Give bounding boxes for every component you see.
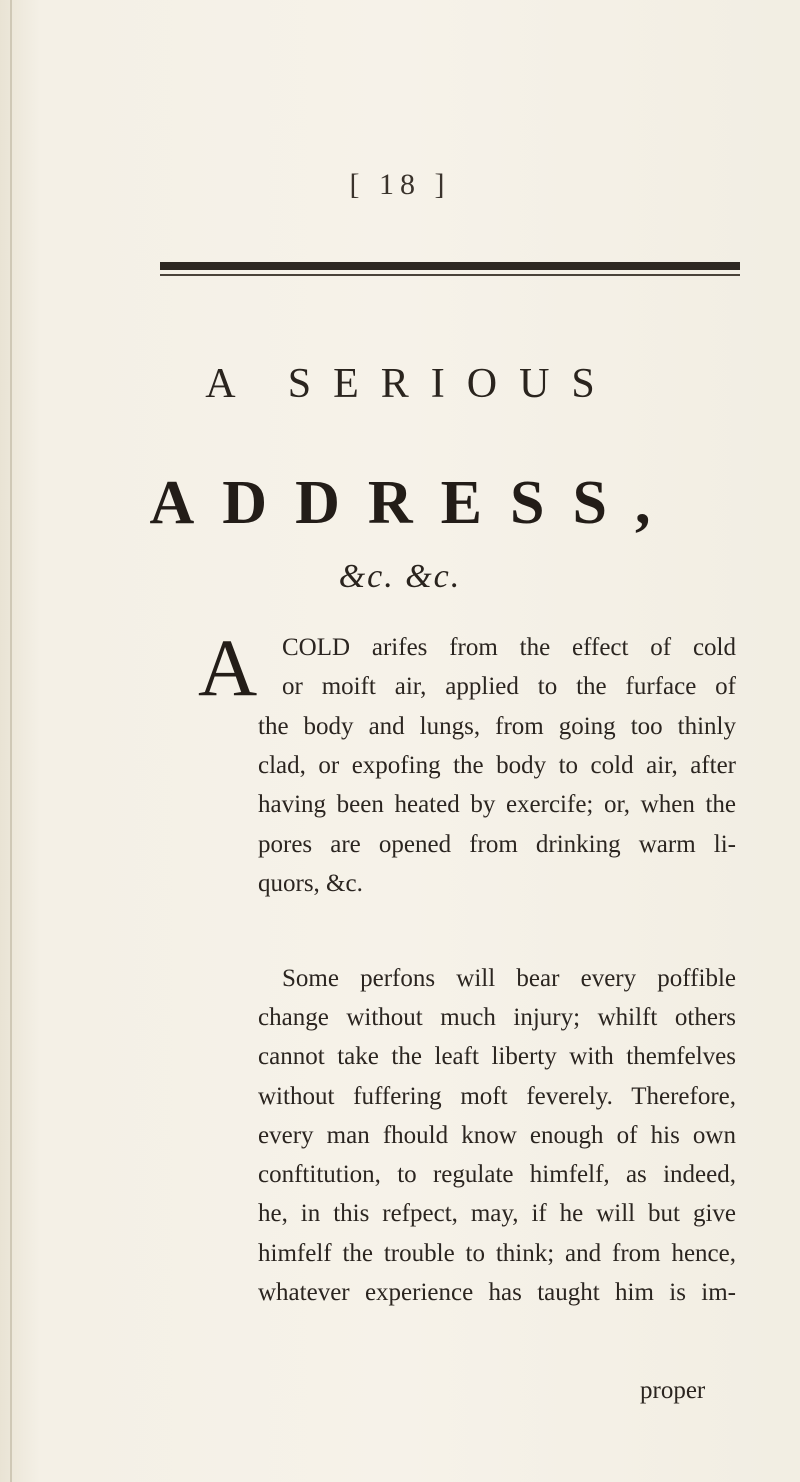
paragraph1-line: or moift air, applied to the furface of [282, 673, 736, 700]
drop-cap: A [198, 622, 258, 713]
paragraph1-line: COLD arifes from the effect of cold [282, 634, 736, 661]
title-address: ADDRESS, [149, 469, 679, 537]
paragraph1-line: the body and lungs, from going too thinly [258, 713, 736, 740]
header-rule-thick [160, 262, 740, 270]
title-etc: &c. &c. [338, 558, 462, 595]
paragraph2-line: whatever experience has taught him is im- [258, 1279, 736, 1306]
page-edge-shadow [10, 0, 12, 1482]
paragraph1-line: pores are opened from drinking warm li- [258, 831, 736, 858]
paragraph2-line: cannot take the leaft liberty with themfelves [258, 1043, 736, 1070]
paragraph2-line: Some perfons will bear every poffible [282, 965, 736, 992]
title-serious: A SERIOUS [205, 361, 617, 407]
paragraph2-line: every man fhould know enough of his own [258, 1122, 736, 1149]
paragraph2-line: himfelf the trouble to think; and from hence, [258, 1240, 736, 1267]
paragraph2-line: he, in this refpect, may, if he will but give [258, 1200, 736, 1227]
paragraph1-line: quors, &c. [258, 870, 363, 897]
paragraph2-line: conftitution, to regulate himfelf, as indeed, [258, 1161, 736, 1188]
paragraph2-line: change without much injury; whilft others [258, 1004, 736, 1031]
catchword: proper [640, 1377, 706, 1404]
paragraph1-line: clad, or expofing the body to cold air, after [258, 752, 736, 779]
page-number: [ 18 ] [349, 168, 451, 201]
paragraph2-line: without fuffering moft feverely. Therefore, [258, 1083, 736, 1110]
paragraph1-line: having been heated by exercife; or, when the [258, 791, 736, 818]
header-rule-thin [160, 274, 740, 276]
